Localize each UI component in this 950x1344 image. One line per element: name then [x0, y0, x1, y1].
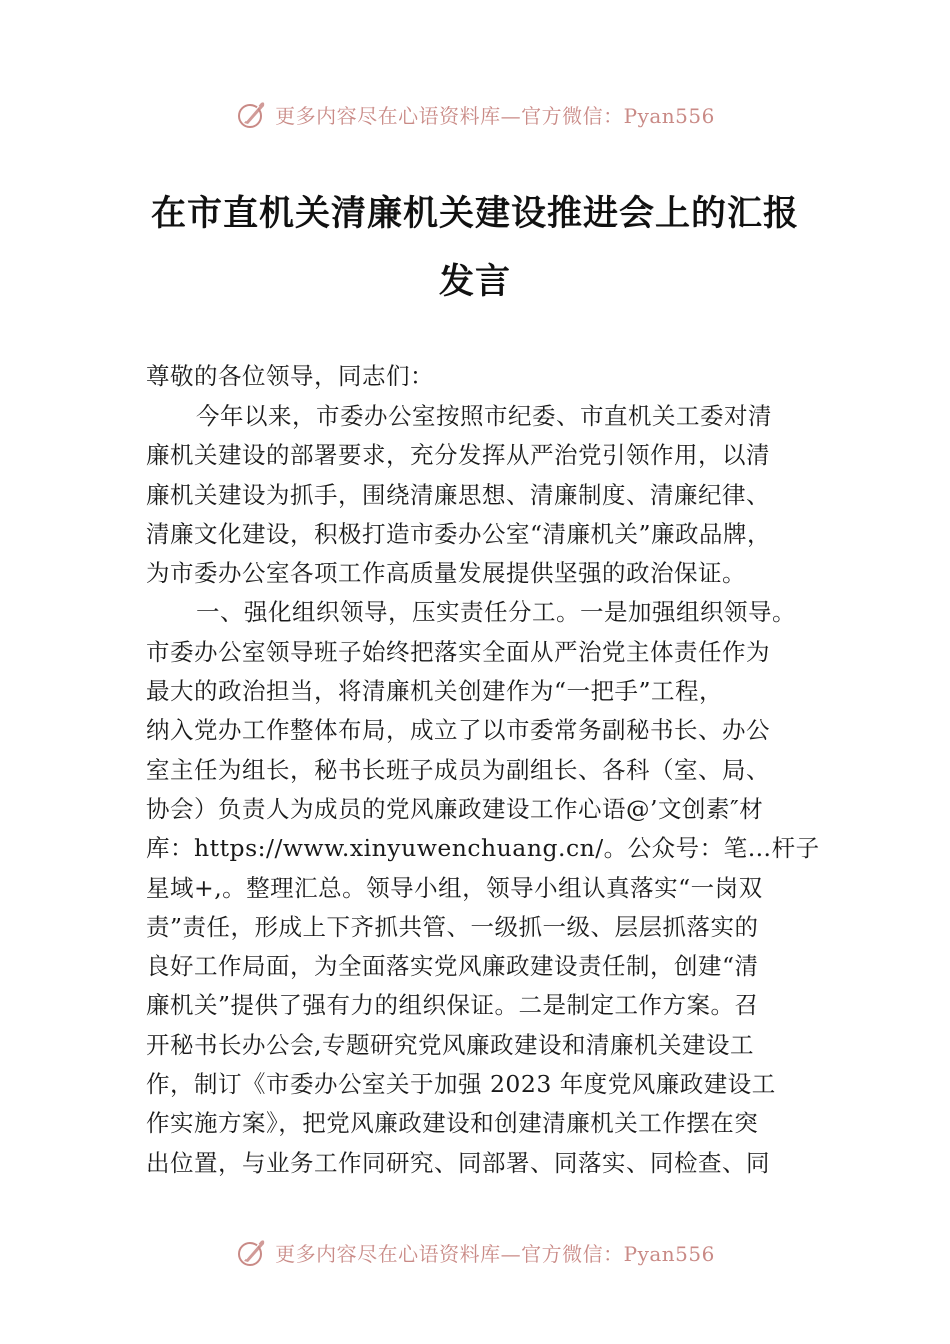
body-line: 协会）负责人为成员的党风廉政建设工作心语@’文创素″材: [146, 794, 764, 823]
document-title-line-1: 在市直机关清廉机关建设推进会上的汇报: [150, 193, 799, 234]
body-line: 廉机关建设为抓手，围绕清廉思想、清廉制度、清廉纪律、: [146, 480, 770, 509]
body-line: 室主任为组长，秘书长班子成员为副组长、各科（室、局、: [146, 755, 770, 784]
body-line: 责”责任，形成上下齐抓共管、一级抓一级、层层抓落实的: [146, 912, 759, 941]
body-line: 作实施方案》，把党风廉政建设和创建清廉机关工作摆在突: [146, 1109, 759, 1138]
body-line: 星域+,。整理汇总。领导小组，领导小组认真落实“一岗双: [146, 873, 763, 902]
document-title-line-2: 发言: [438, 261, 511, 302]
body-line: 为市委办公室各项工作高质量发展提供坚强的政治保证。: [146, 559, 746, 588]
body-line: 出位置，与业务工作同研究、同部署、同落实、同检查、同: [146, 1148, 770, 1177]
watermark-text: 更多内容尽在心语资料库—官方微信：Pyan556: [275, 1241, 715, 1266]
body-line: 廉机关”提供了强有力的组织保证。二是制定工作方案。召: [146, 991, 759, 1020]
feather-pen-logo-icon: [235, 1235, 269, 1269]
body-line: 今年以来，市委办公室按照市纪委、市直机关工委对清: [196, 402, 772, 430]
body-line: 一、强化组织领导，压实责任分工。一是加强组织领导。: [196, 598, 796, 627]
body-line: 清廉文化建设，积极打造市委办公室“清廉机关”廉政品牌，: [146, 519, 772, 548]
body-line: 最大的政治担当，将清廉机关创建作为“一把手”工程，: [146, 677, 724, 706]
salutation: 尊敬的各位领导，同志们：: [146, 362, 434, 390]
document-body: [146, 397, 846, 1183]
watermark-footer: [0, 1232, 950, 1272]
body-line: 市委办公室领导班子始终把落实全面从严治党主体责任作为: [146, 637, 770, 666]
body-line: 纳入党办工作整体布局，成立了以市委常务副秘书长、办公: [146, 716, 770, 745]
body-line: 良好工作局面，为全面落实党风廉政建设责任制，创建“清: [146, 952, 759, 981]
watermark-text: 更多内容尽在心语资料库—官方微信：Pyan556: [275, 103, 715, 128]
feather-pen-logo-icon: [235, 97, 269, 131]
body-line: 开秘书长办公会,专题研究党风廉政建设和清廉机关建设工: [146, 1030, 754, 1059]
body-line: 库：https://www.xinyuwenchuang.cn/。公众号：笔…杆子: [146, 834, 820, 863]
watermark-header: [0, 94, 950, 134]
body-line: 作，制订《市委办公室关于加强 2023 年度党风廉政建设工: [146, 1070, 776, 1099]
body-line: 廉机关建设的部署要求，充分发挥从严治党引领作用，以清: [146, 441, 770, 470]
